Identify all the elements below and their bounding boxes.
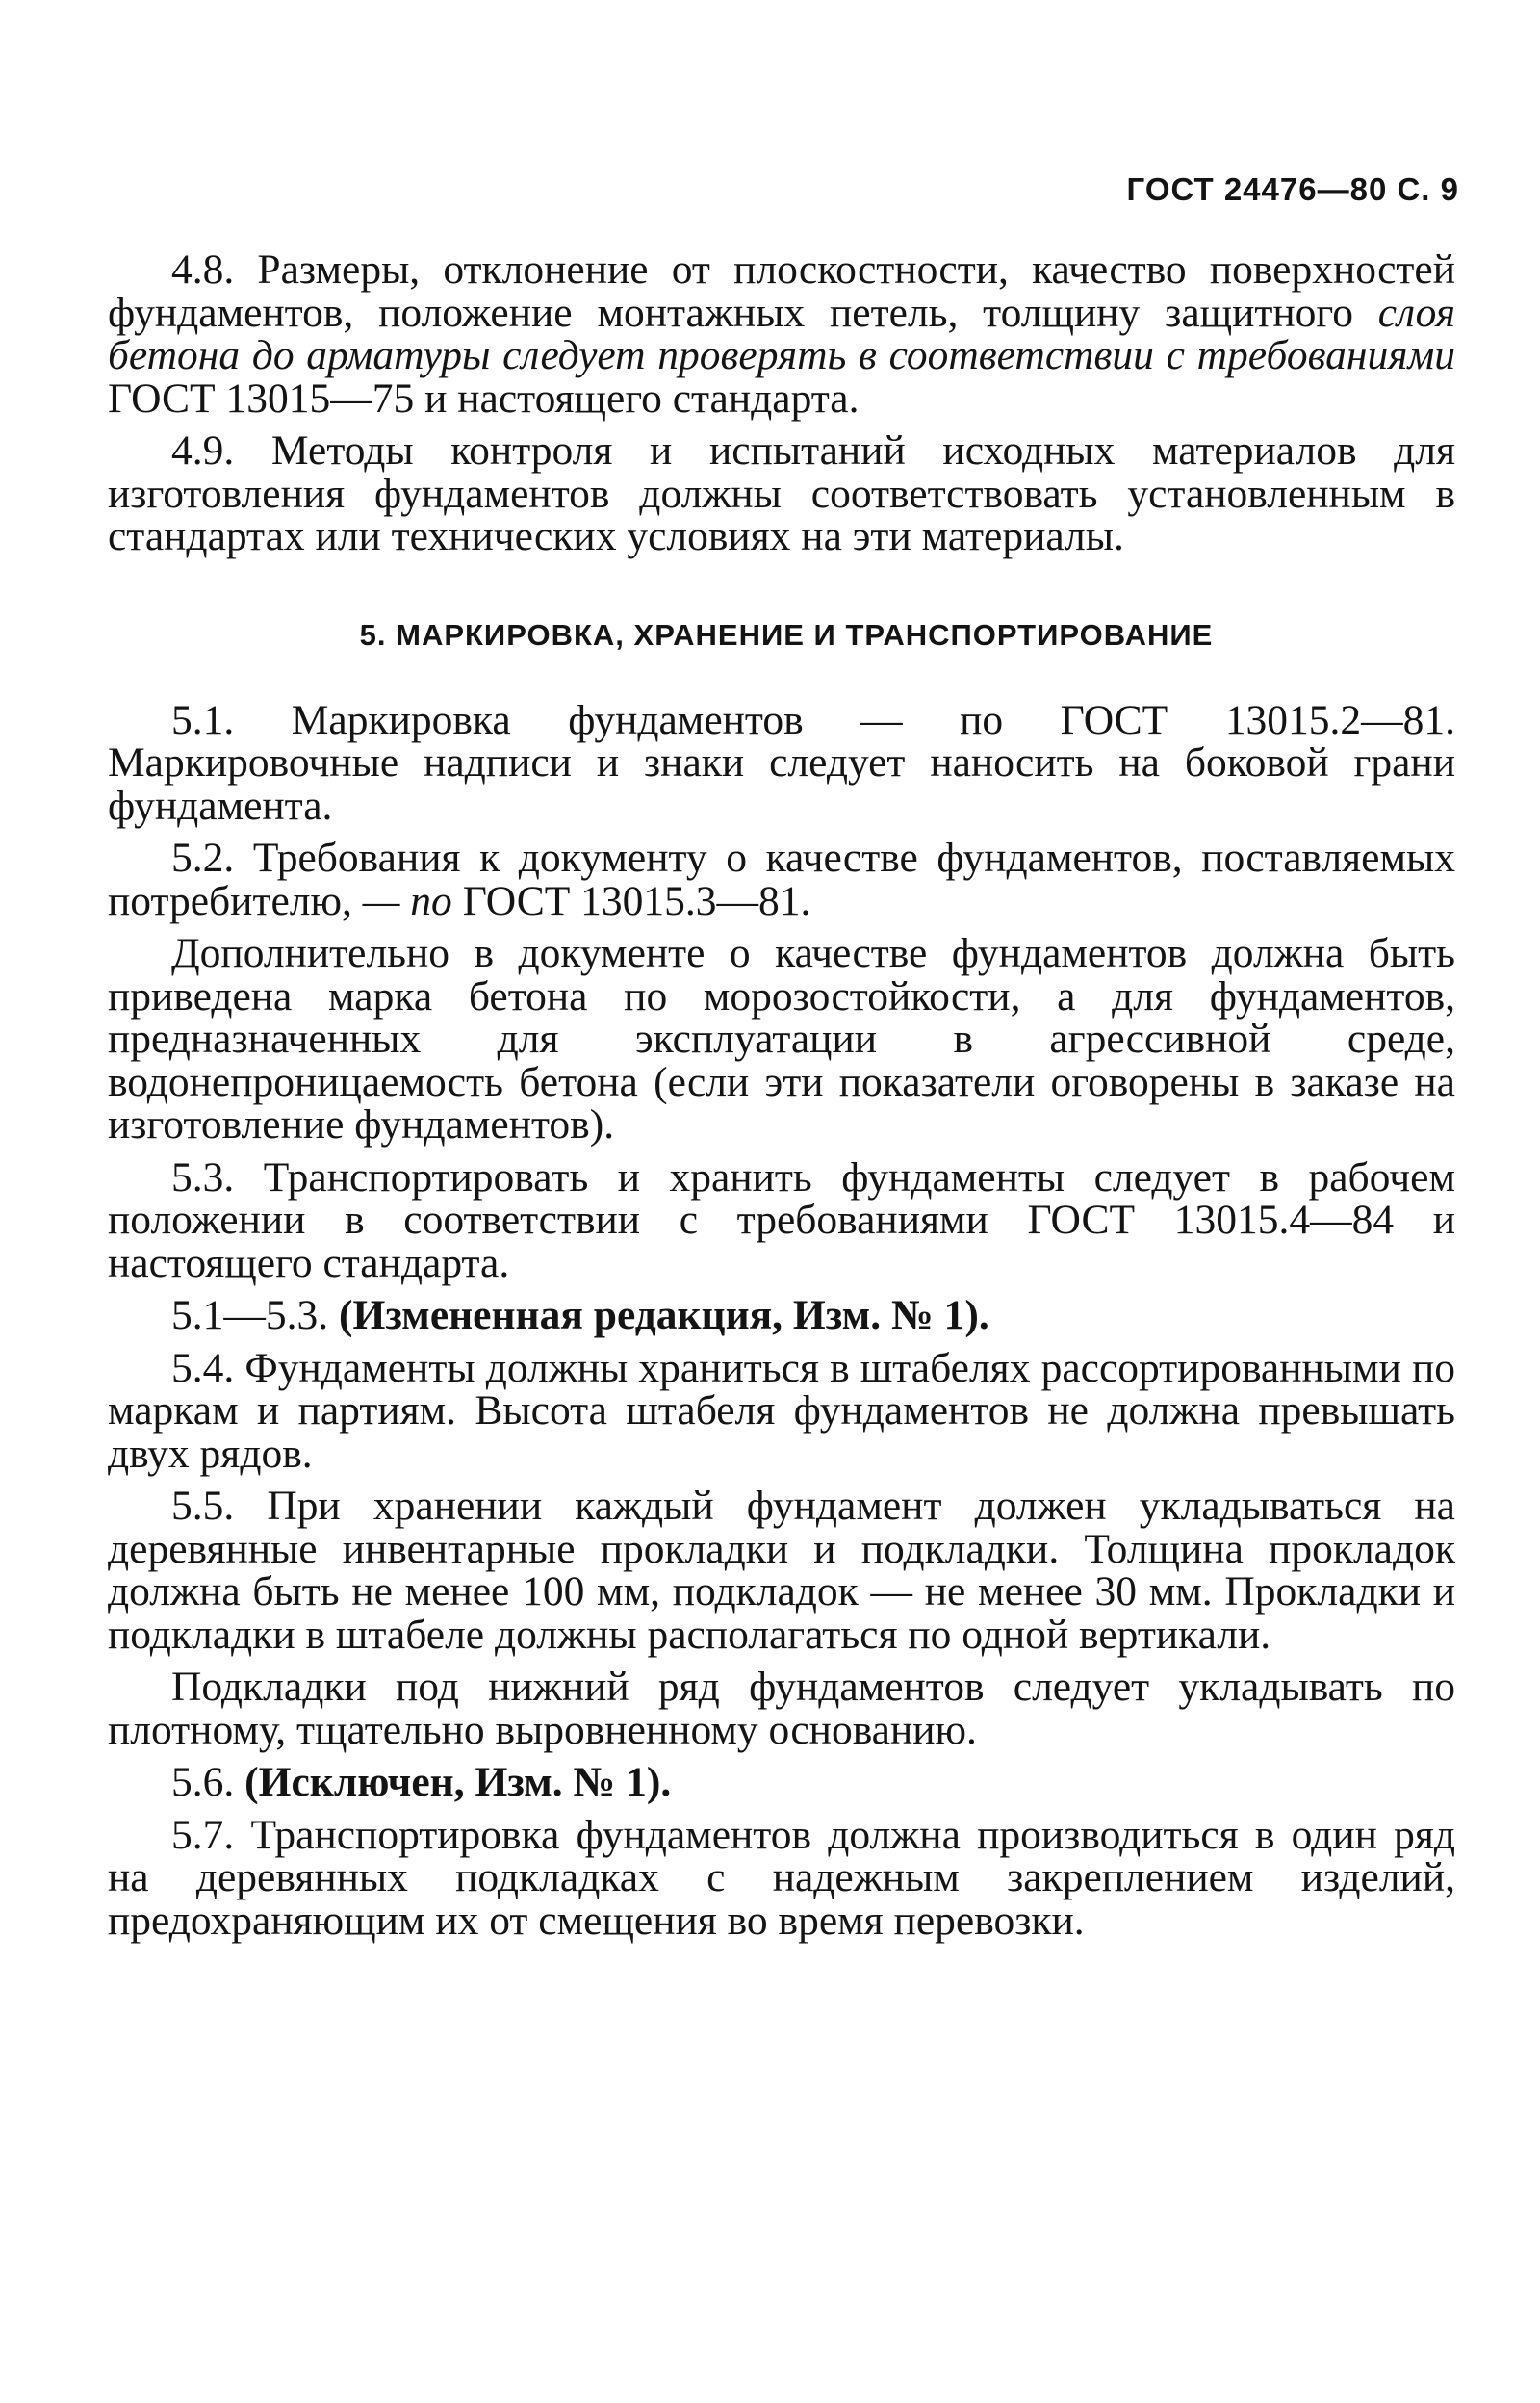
paragraph-5-2 [108,837,1455,922]
amendment-note: (Измененная редакция, Изм. № 1). [339,1292,989,1338]
paragraph-4-8-italic: слоя бетона до арматуры следует проверять в соответствии с требованиями [108,289,1455,378]
paragraph-5-6-prefix: 5.6. [171,1759,245,1805]
section-5-title: 5. МАРКИРОВКА, ХРАНЕНИЕ И ТРАНСПОРТИРОВАНИЕ [359,617,1214,652]
paragraph-5-5: 5.5. При хранении каждый фундамент должен укладываться на деревянные инвентарные прокладки и подкладки. Толщина прокладок должна быть не менее 100 мм, подкладок — не менее 30 мм. Прокладки и подкладки в штабеле должны располагаться по одной вертикали. [108,1483,1455,1658]
paragraph-5-2-text-end: ГОСТ 13015.3—81. [451,877,811,924]
paragraph-5-1-5-3-amendment [108,1294,1455,1337]
paragraph-4-8-text: 4.8. Размеры, отклонение от плоскостности, качество поверхностей фундаментов, положение монтажных петель, толщину защитного [108,246,1455,336]
document-body [108,248,1455,1942]
paragraph-5-2-text: 5.2. Требования к документу о качестве фундаментов, поставляемых потребителю, [108,835,1455,924]
running-head: ГОСТ 24476—80 С. 9 [1126,171,1459,207]
amendment-prefix: 5.1—5.3. [171,1292,339,1338]
paragraph-4-8 [108,248,1455,420]
paragraph-5-7: 5.7. Транспортировка фундаментов должна производиться в один ряд на деревянных подкладках с надежным закреплением изделий, предохраняющим их от смещения во время перевозки. [108,1811,1455,1944]
paragraph-5-6 [108,1761,1455,1804]
paragraph-5-2-italic: — по [362,877,452,924]
paragraph-5-4: 5.4. Фундаменты должны храниться в штабелях рассортированными по маркам и партиям. Высота штабеля фундаментов не должна превышать двух рядов. [108,1344,1455,1477]
paragraph-5-6-note: (Исключен, Изм. № 1). [244,1759,672,1805]
paragraph-5-2-extra: Дополнительно в документе о качестве фундаментов должна быть приведена марка бетона по морозостойкости, а для фундаментов, предназначенных для эксплуатации в агрессивной среде, водонепроницаемость бетона (если эти показатели оговорены в заказе на изготовление фундаментов). [108,930,1455,1148]
paragraph-4-8-text-end: ГОСТ 13015—75 и настоящего стандарта. [108,375,860,422]
paragraph-5-3: 5.3. Транспортировать и хранить фундаменты следует в рабочем положении в соответствии с требованиями ГОСТ 13015.4—84 и настоящего стандарта. [108,1153,1455,1286]
paragraph-5-1: 5.1. Маркировка фундаментов — по ГОСТ 13015.2—81. Маркировочные надписи и знаки следует наносить на боковой грани фундамента. [108,696,1455,829]
paragraph-4-9: 4.9. Методы контроля и испытаний исходных материалов для изготовления фундаментов должны соответствовать установленным в стандартах или технических условиях на эти материалы. [108,427,1455,559]
paragraph-5-5-extra: Подкладки под нижний ряд фундаментов следует укладывать по плотному, тщательно выровненному основанию. [108,1664,1455,1753]
